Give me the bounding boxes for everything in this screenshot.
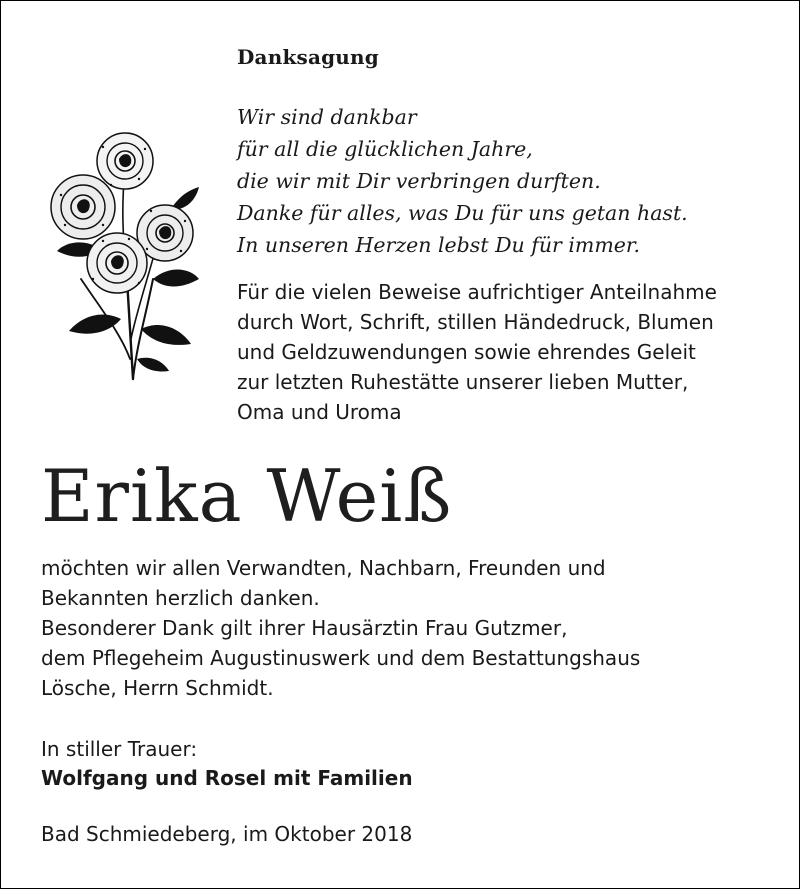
poem-line: In unseren Herzen lebst Du für immer.	[237, 233, 640, 257]
mourners: Wolfgang und Rosel mit Familien	[41, 766, 413, 790]
thanks-intro	[237, 277, 717, 427]
place-date: Bad Schmiedeberg, im Oktober 2018	[41, 822, 413, 846]
poem	[237, 101, 688, 261]
text-line: zur letzten Ruhestätte unserer lieben Mutter,	[237, 370, 689, 394]
poem-line: Danke für alles, was Du für uns getan hast.	[237, 201, 688, 225]
thanks-body	[41, 553, 640, 703]
text-line: Für die vielen Beweise aufrichtiger Anteilnahme	[237, 280, 717, 304]
heading: Danksagung	[237, 45, 379, 69]
text-line: möchten wir allen Verwandten, Nachbarn, Freunden und	[41, 556, 606, 580]
poem-line: die wir mit Dir verbringen durften.	[237, 169, 601, 193]
poem-line: für all die glücklichen Jahre,	[237, 137, 533, 161]
text-line: und Geldzuwendungen sowie ehrendes Geleit	[237, 340, 696, 364]
poem-line: Wir sind dankbar	[237, 105, 417, 129]
text-line: durch Wort, Schrift, stillen Händedruck, Blumen	[237, 310, 714, 334]
text-line: Lösche, Herrn Schmidt.	[41, 676, 274, 700]
text-line: Bekannten herzlich danken.	[41, 586, 320, 610]
text-line: dem Pflegeheim Augustinuswerk und dem Bestattungshaus	[41, 646, 641, 670]
rose-bouquet-icon	[41, 129, 201, 383]
text-line: Oma und Uroma	[237, 400, 402, 424]
text-line: Besonderer Dank gilt ihrer Hausärztin Frau Gutzmer,	[41, 616, 568, 640]
mourning-label: In stiller Trauer:	[41, 737, 198, 761]
deceased-name: Erika Weiß	[41, 454, 453, 538]
